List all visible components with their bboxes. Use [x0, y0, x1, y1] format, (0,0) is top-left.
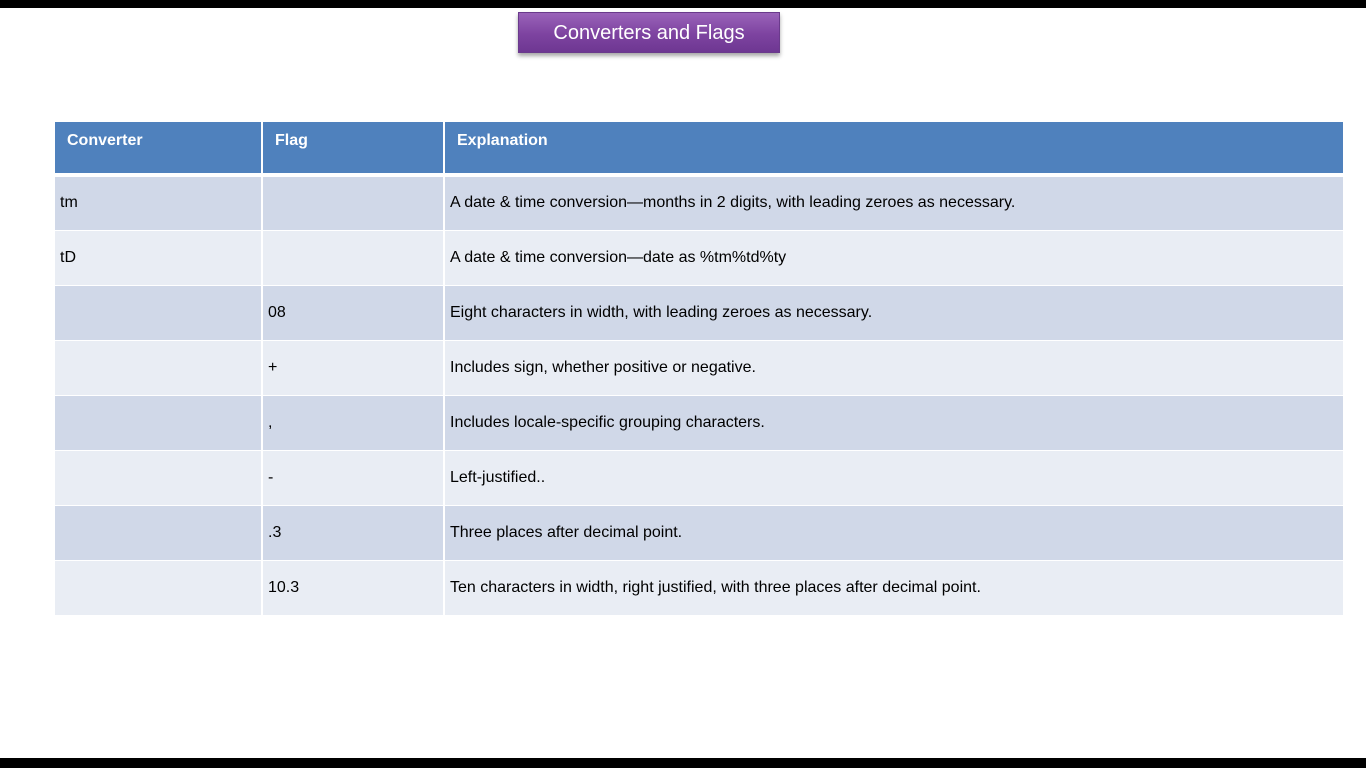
top-letterbox-bar [0, 0, 1366, 8]
table-row [55, 175, 1343, 230]
cell-flag: 10.3 [262, 560, 444, 615]
cell-explanation: Includes sign, whether positive or negative. [444, 340, 1343, 395]
cell-converter [55, 395, 262, 450]
cell-converter [55, 560, 262, 615]
cell-converter [55, 450, 262, 505]
table-row [55, 505, 1343, 560]
cell-converter: tD [55, 230, 262, 285]
cell-explanation: A date & time conversion—months in 2 digits, with leading zeroes as necessary. [444, 175, 1343, 230]
bottom-letterbox-bar [0, 758, 1366, 768]
cell-explanation: A date & time conversion—date as %tm%td%ty [444, 230, 1343, 285]
cell-converter [55, 340, 262, 395]
cell-explanation: Eight characters in width, with leading zeroes as necessary. [444, 285, 1343, 340]
cell-explanation: Includes locale-specific grouping characters. [444, 395, 1343, 450]
cell-converter [55, 285, 262, 340]
cell-flag: + [262, 340, 444, 395]
table-row [55, 230, 1343, 285]
cell-converter: tm [55, 175, 262, 230]
header-converter: Converter [55, 122, 262, 175]
table-row [55, 560, 1343, 615]
cell-explanation: Three places after decimal point. [444, 505, 1343, 560]
cell-converter [55, 505, 262, 560]
cell-explanation: Ten characters in width, right justified, with three places after decimal point. [444, 560, 1343, 615]
table-header-row [55, 122, 1343, 175]
cell-flag: .3 [262, 505, 444, 560]
converters-flags-table [55, 122, 1343, 616]
cell-flag [262, 175, 444, 230]
slide-title: Converters and Flags [518, 12, 780, 53]
header-explanation: Explanation [444, 122, 1343, 175]
header-flag: Flag [262, 122, 444, 175]
cell-flag: 08 [262, 285, 444, 340]
cell-flag: - [262, 450, 444, 505]
table-row [55, 285, 1343, 340]
table-row [55, 340, 1343, 395]
table-row [55, 450, 1343, 505]
table-row [55, 395, 1343, 450]
cell-explanation: Left-justified.. [444, 450, 1343, 505]
cell-flag: , [262, 395, 444, 450]
cell-flag [262, 230, 444, 285]
